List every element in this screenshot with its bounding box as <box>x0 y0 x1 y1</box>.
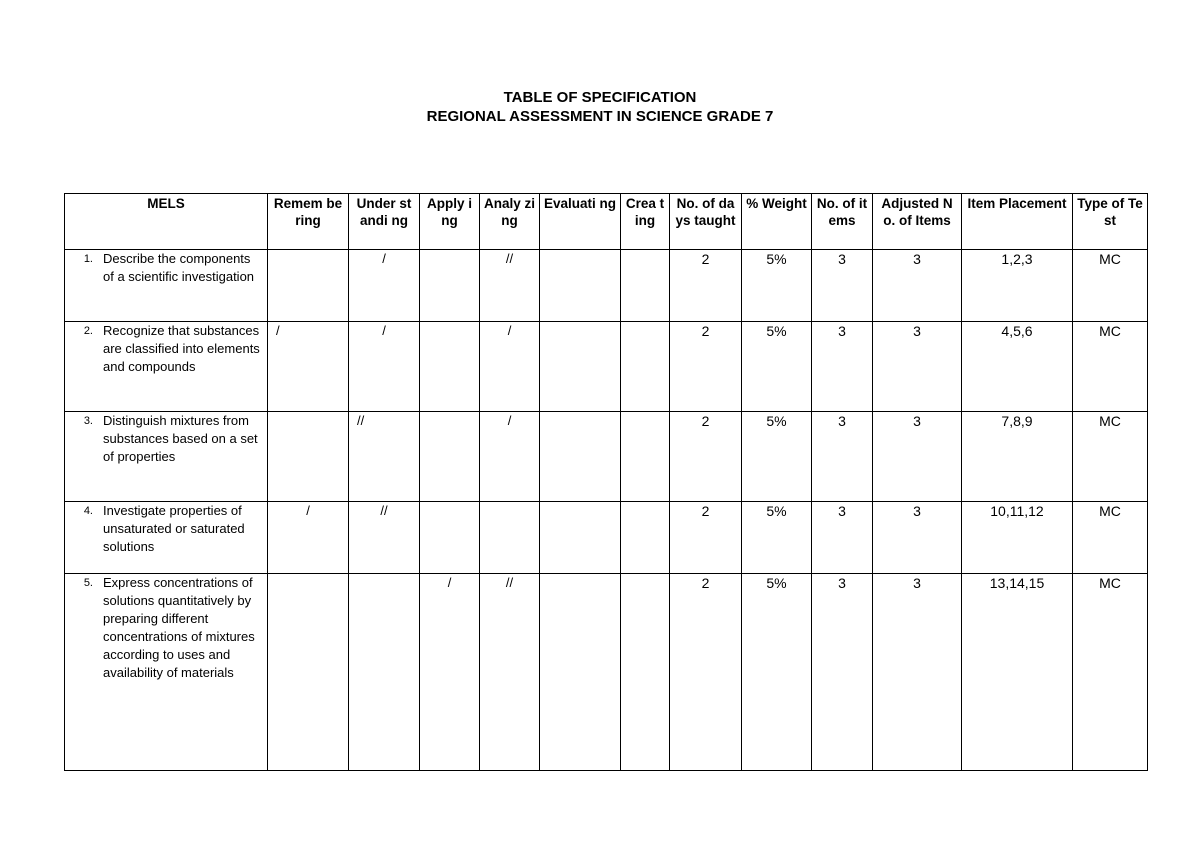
cell-items: 3 <box>812 322 873 412</box>
cell-understanding: // <box>349 412 420 502</box>
cell-days-taught: 2 <box>670 322 742 412</box>
header-understanding: Under standi ng <box>349 194 420 250</box>
header-days-taught: No. of days taught <box>670 194 742 250</box>
cell-days-taught: 2 <box>670 502 742 574</box>
cell-evaluating <box>540 322 621 412</box>
mels-cell <box>65 250 268 322</box>
cell-analyzing <box>480 502 540 574</box>
cell-weight: 5% <box>742 574 812 771</box>
cell-analyzing: / <box>480 322 540 412</box>
header-evaluating: Evaluati ng <box>540 194 621 250</box>
row-number: 3. <box>83 415 93 427</box>
mels-cell <box>65 574 268 771</box>
cell-applying <box>420 322 480 412</box>
table-of-specification <box>64 193 1148 771</box>
cell-evaluating <box>540 412 621 502</box>
row-number: 5. <box>83 577 93 589</box>
cell-type-of-test: MC <box>1073 412 1148 502</box>
mels-cell <box>65 322 268 412</box>
header-creating: Crea ting <box>621 194 670 250</box>
cell-item-placement: 1,2,3 <box>962 250 1073 322</box>
cell-analyzing: // <box>480 250 540 322</box>
cell-weight: 5% <box>742 502 812 574</box>
header-items: No. of items <box>812 194 873 250</box>
cell-items: 3 <box>812 574 873 771</box>
cell-applying <box>420 250 480 322</box>
cell-adjusted-items: 3 <box>873 250 962 322</box>
cell-items: 3 <box>812 412 873 502</box>
cell-adjusted-items: 3 <box>873 502 962 574</box>
header-analyzing: Analy zing <box>480 194 540 250</box>
cell-analyzing: // <box>480 574 540 771</box>
cell-type-of-test: MC <box>1073 502 1148 574</box>
cell-items: 3 <box>812 502 873 574</box>
header-adjusted-items: Adjusted No. of Items <box>873 194 962 250</box>
mels-cell <box>65 502 268 574</box>
header-remembering: Remem bering <box>268 194 349 250</box>
cell-applying <box>420 412 480 502</box>
cell-remembering: / <box>268 502 349 574</box>
row-number: 4. <box>83 505 93 517</box>
document-title: TABLE OF SPECIFICATION <box>503 89 697 106</box>
cell-analyzing: / <box>480 412 540 502</box>
table-row <box>65 250 1148 322</box>
cell-weight: 5% <box>742 412 812 502</box>
cell-understanding: // <box>349 502 420 574</box>
cell-adjusted-items: 3 <box>873 412 962 502</box>
cell-type-of-test: MC <box>1073 322 1148 412</box>
mels-text: Distinguish mixtures from substances based on a set of properties <box>103 413 258 464</box>
cell-days-taught: 2 <box>670 574 742 771</box>
table-row <box>65 502 1148 574</box>
cell-evaluating <box>540 250 621 322</box>
header-type-of-test: Type of Test <box>1073 194 1148 250</box>
header-applying: Apply ing <box>420 194 480 250</box>
cell-creating <box>621 502 670 574</box>
cell-item-placement: 13,14,15 <box>962 574 1073 771</box>
mels-cell <box>65 412 268 502</box>
cell-remembering: / <box>268 322 349 412</box>
table-row <box>65 322 1148 412</box>
table-row <box>65 574 1148 771</box>
cell-remembering <box>268 574 349 771</box>
cell-weight: 5% <box>742 322 812 412</box>
cell-applying: / <box>420 574 480 771</box>
cell-days-taught: 2 <box>670 412 742 502</box>
table-row <box>65 412 1148 502</box>
header-weight: % Weight <box>742 194 812 250</box>
cell-evaluating <box>540 502 621 574</box>
cell-type-of-test: MC <box>1073 250 1148 322</box>
cell-understanding: / <box>349 250 420 322</box>
cell-creating <box>621 322 670 412</box>
row-number: 2. <box>83 325 93 337</box>
mels-text: Recognize that substances are classified into elements and compounds <box>103 323 260 374</box>
cell-item-placement: 4,5,6 <box>962 322 1073 412</box>
table-header-row <box>65 194 1148 250</box>
mels-text: Describe the components of a scientific investigation <box>103 251 255 284</box>
cell-type-of-test: MC <box>1073 574 1148 771</box>
cell-creating <box>621 574 670 771</box>
cell-understanding <box>349 574 420 771</box>
cell-adjusted-items: 3 <box>873 574 962 771</box>
header-mels: MELS <box>65 194 268 250</box>
cell-remembering <box>268 412 349 502</box>
cell-item-placement: 10,11,12 <box>962 502 1073 574</box>
cell-applying <box>420 502 480 574</box>
row-number: 1. <box>83 253 93 265</box>
cell-item-placement: 7,8,9 <box>962 412 1073 502</box>
cell-evaluating <box>540 574 621 771</box>
cell-creating <box>621 412 670 502</box>
mels-text: Express concentrations of solutions quantitatively by preparing different concentrations of mixtures according to uses and availability of materials <box>103 575 255 680</box>
cell-remembering <box>268 250 349 322</box>
cell-adjusted-items: 3 <box>873 322 962 412</box>
cell-items: 3 <box>812 250 873 322</box>
cell-days-taught: 2 <box>670 250 742 322</box>
document-title-block <box>0 88 1200 126</box>
mels-text: Investigate properties of unsaturated or saturated solutions <box>103 503 245 554</box>
cell-weight: 5% <box>742 250 812 322</box>
document-subtitle: REGIONAL ASSESSMENT IN SCIENCE GRADE 7 <box>426 108 774 125</box>
cell-understanding: / <box>349 322 420 412</box>
header-item-placement: Item Placement <box>962 194 1073 250</box>
cell-creating <box>621 250 670 322</box>
